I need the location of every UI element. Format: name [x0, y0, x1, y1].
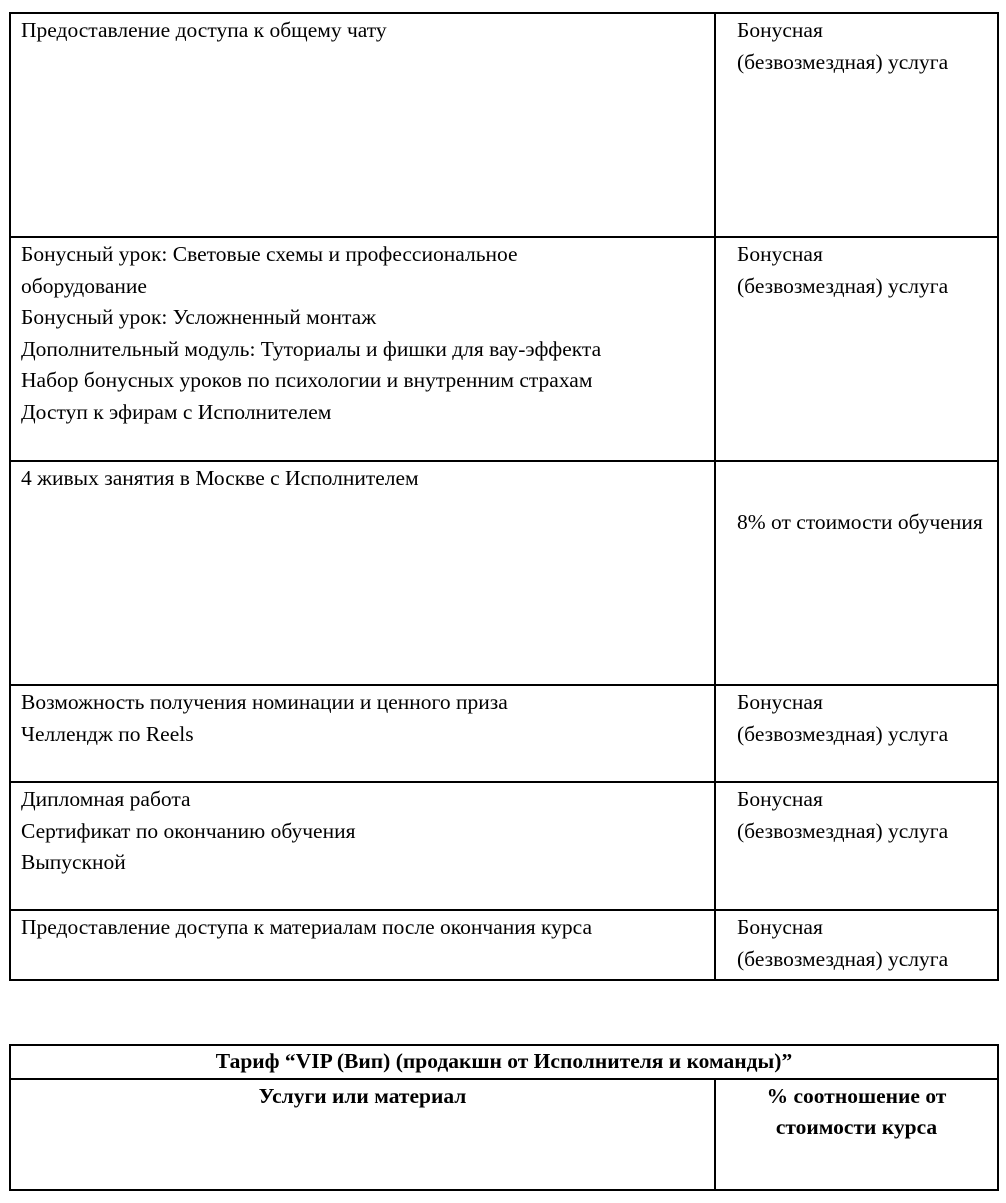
- percent-cell: [715, 461, 998, 685]
- header-text: стоимости курса: [775, 1115, 938, 1139]
- table-row: [10, 685, 998, 782]
- percent-text: 8% от стоимости обучения: [737, 510, 983, 534]
- table-row: [10, 461, 998, 685]
- col-header-percent: [715, 1079, 998, 1190]
- percent-line: (безвозмездная) услуга: [737, 273, 949, 298]
- service-line: 4 живых занятия в Москве с Исполнителем: [21, 466, 419, 490]
- service-line: Сертификат по окончанию обучения: [21, 818, 356, 843]
- table-row: [10, 13, 998, 237]
- service-cell: [10, 461, 715, 685]
- percent-line: (безвозмездная) услуга: [737, 946, 949, 971]
- service-line: оборудование: [21, 273, 147, 298]
- service-line: Бонусный урок: Световые схемы и профессиональное: [21, 242, 518, 266]
- percent-line: Бонусная: [737, 915, 823, 939]
- service-line: Предоставление доступа к общему чату: [21, 18, 387, 42]
- tariff-title: Тариф “VIP (Вип) (продакшн от Исполнителя и команды)”: [10, 1045, 998, 1079]
- tariff-title-row: [10, 1045, 998, 1079]
- header-row: [10, 1079, 998, 1190]
- service-line: Выпускной: [21, 850, 126, 874]
- service-line: Челлендж по Reels: [21, 721, 194, 746]
- vip-tariff-table: [9, 1044, 999, 1191]
- table-row: [10, 910, 998, 980]
- service-line: Дополнительный модуль: Туториалы и фишки для вау-эффекта: [21, 336, 602, 361]
- percent-cell: [715, 910, 998, 980]
- table-row: [10, 237, 998, 461]
- service-cell: [10, 910, 715, 980]
- service-line: Возможность получения номинации и ценного приза: [21, 690, 508, 714]
- service-cell: [10, 782, 715, 910]
- percent-cell: [715, 13, 998, 237]
- percent-cell: [715, 237, 998, 461]
- service-line: Предоставление доступа к материалам после окончания курса: [21, 915, 593, 939]
- percent-line: Бонусная: [737, 18, 823, 42]
- percent-line: Бонусная: [737, 787, 823, 811]
- table-row: [10, 782, 998, 910]
- services-table: [9, 12, 999, 981]
- percent-line: (безвозмездная) услуга: [737, 818, 949, 843]
- percent-line: Бонусная: [737, 690, 823, 714]
- service-cell: [10, 685, 715, 782]
- col-header-services: [10, 1079, 715, 1190]
- service-line: Бонусный урок: Усложненный монтаж: [21, 305, 377, 329]
- percent-line: Бонусная: [737, 242, 823, 266]
- percent-line: (безвозмездная) услуга: [737, 49, 949, 74]
- header-text: % соотношение от: [766, 1083, 947, 1108]
- percent-line: (безвозмездная) услуга: [737, 721, 949, 746]
- percent-cell: [715, 685, 998, 782]
- service-line: Доступ к эфирам с Исполнителем: [21, 399, 332, 424]
- service-line: Дипломная работа: [21, 787, 191, 811]
- service-cell: [10, 237, 715, 461]
- service-cell: [10, 13, 715, 237]
- header-text: Услуги или материал: [258, 1083, 467, 1108]
- percent-cell: [715, 782, 998, 910]
- service-line: Набор бонусных уроков по психологии и внутренним страхам: [21, 368, 593, 392]
